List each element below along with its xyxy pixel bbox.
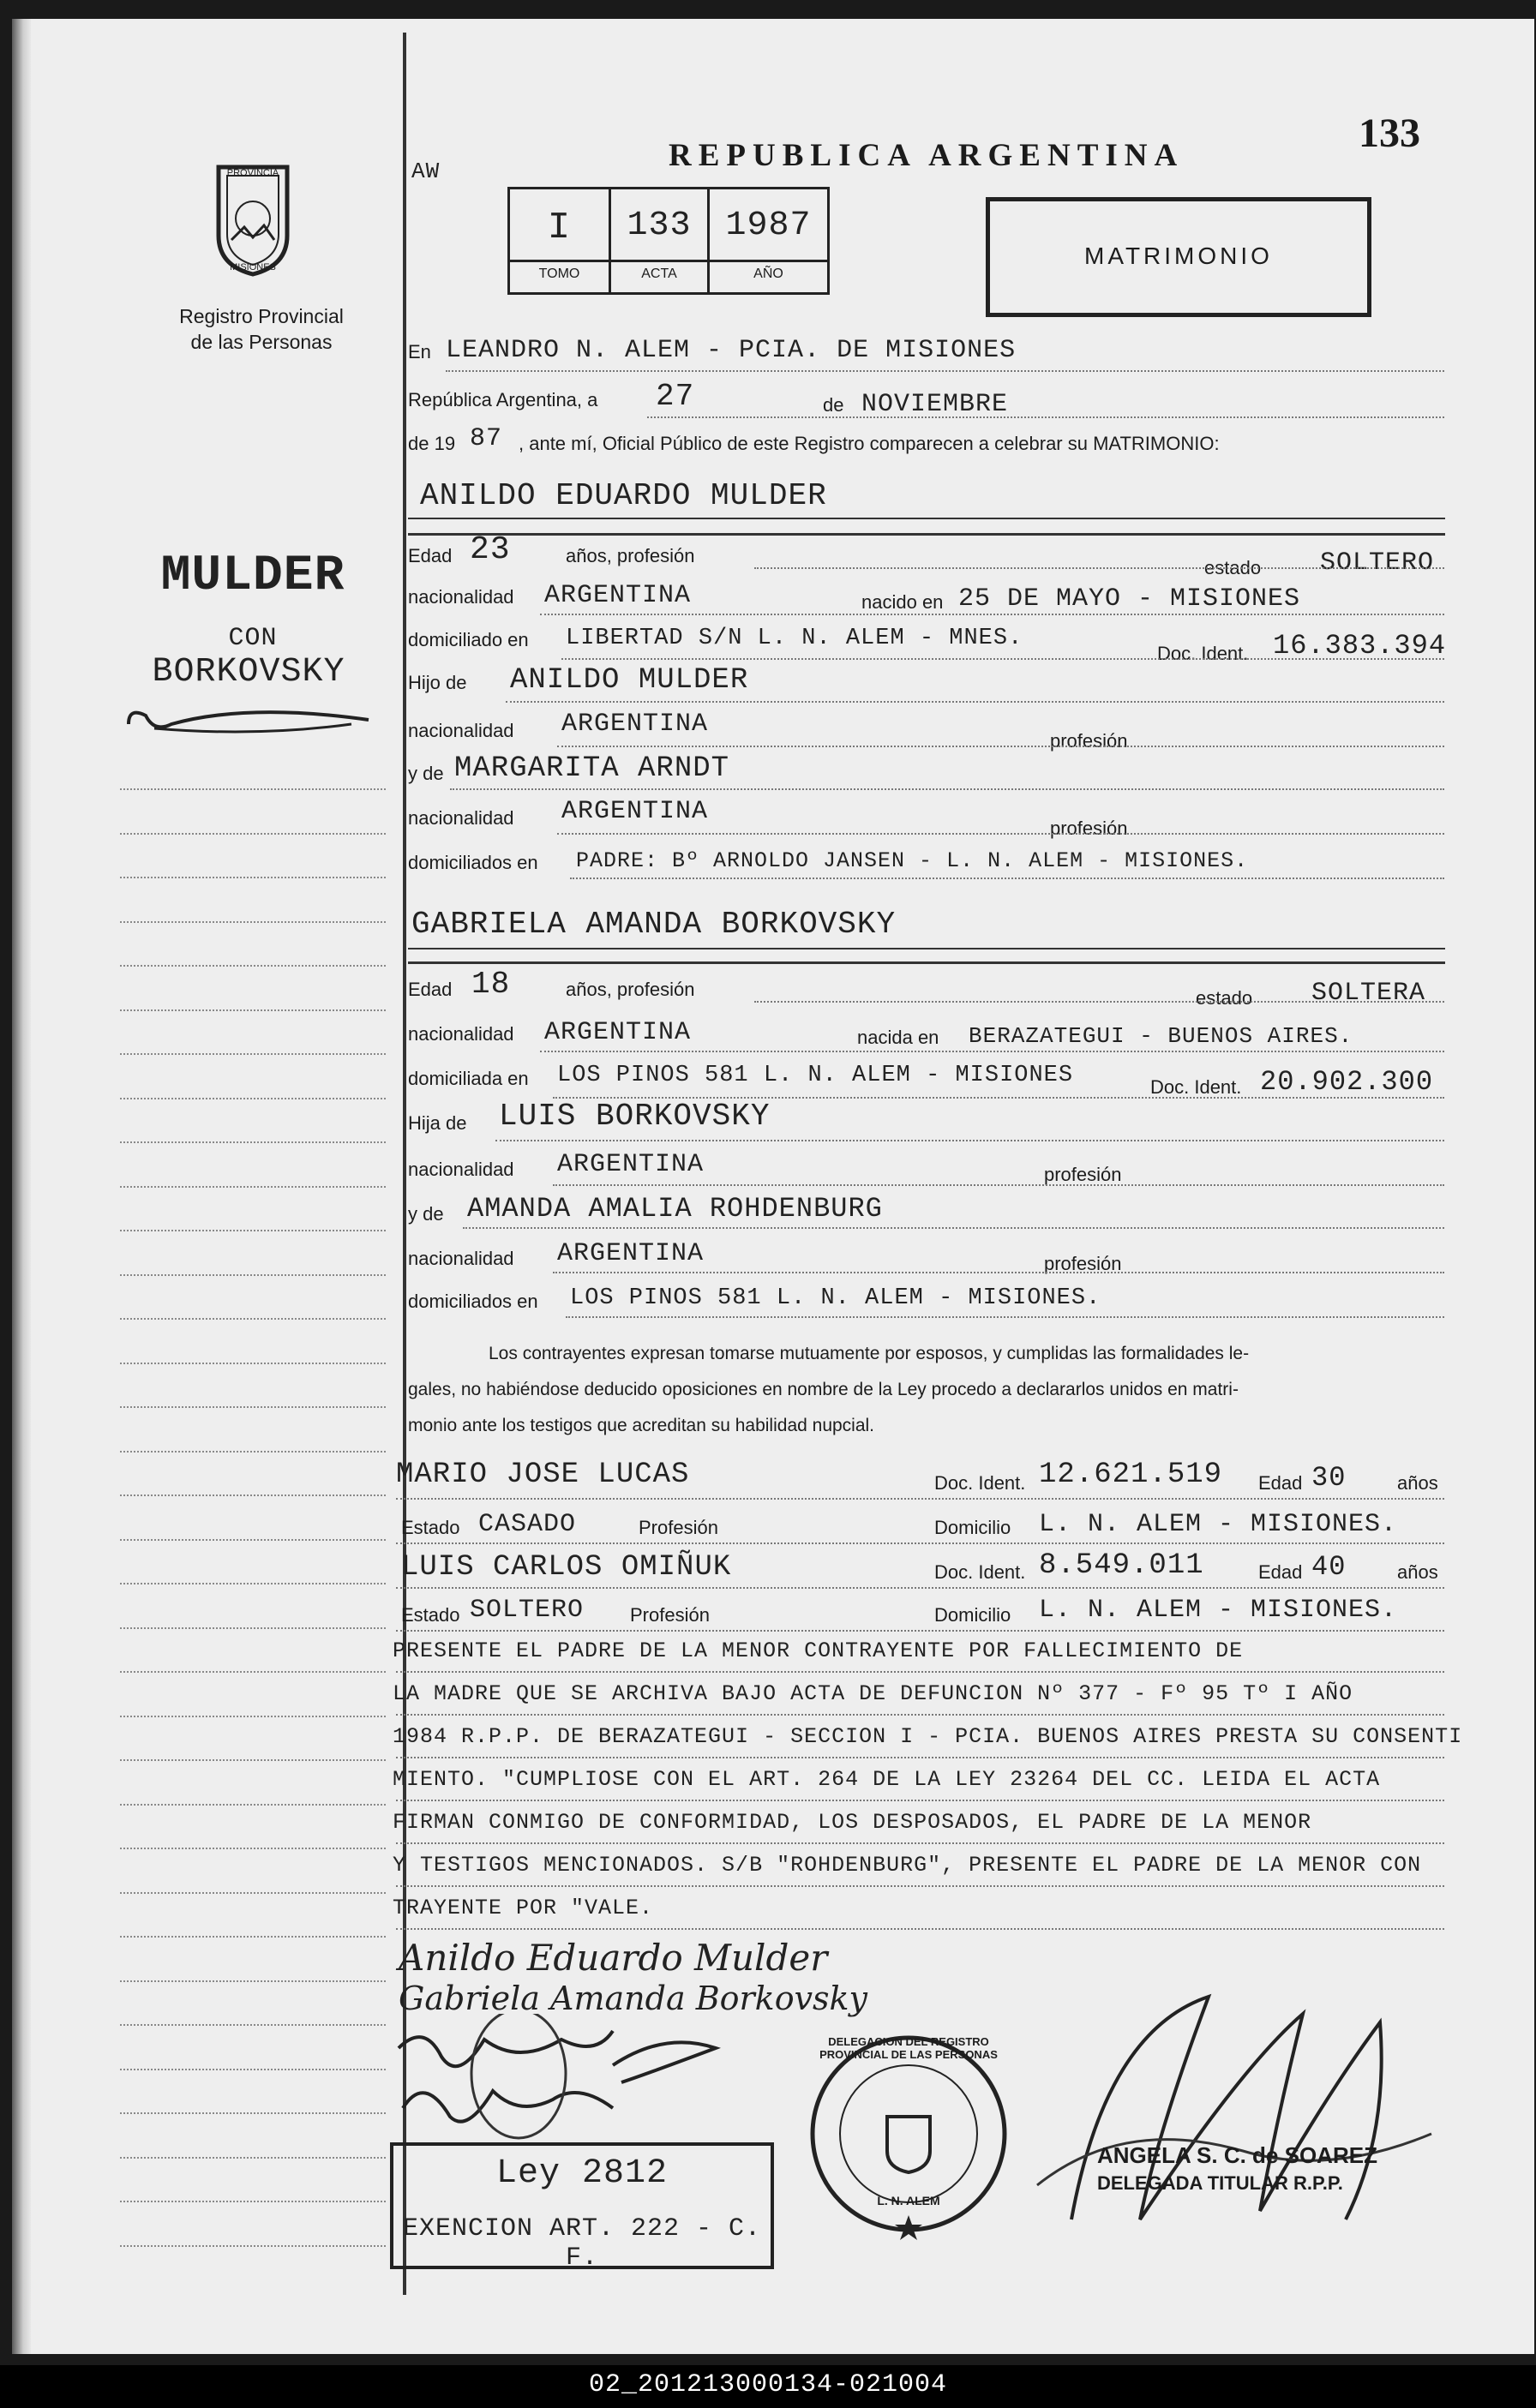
observation-line: 1984 R.P.P. DE BERAZATEGUI - SECCION I - PCIA. BUENOS AIRES PRESTA SU CONSENTI [393, 1724, 1463, 1749]
observation-rule [396, 1885, 1444, 1887]
bride-doc-label: Doc. Ident. [1150, 1076, 1242, 1098]
groom-hijo-label: Hijo de [408, 672, 467, 693]
ano-label: AÑO [753, 267, 783, 281]
acta-value: 133 [627, 207, 692, 245]
observation-rule [396, 1671, 1444, 1673]
bride-madre-nac: ARGENTINA [557, 1239, 705, 1268]
flourish-icon [120, 698, 377, 741]
observation-line: PRESENTE EL PADRE DE LA MENOR CONTRAYENTE POR FALLECIMIENTO DE [393, 1638, 1244, 1663]
groom-madre: MARGARITA ARNDT [454, 752, 730, 785]
bride-edad-label: Edad [408, 979, 453, 1000]
groom-padres-dom: PADRE: Bº ARNOLDO JANSEN - L. N. ALEM - MISIONES. [576, 848, 1249, 873]
bride-hija-label: Hija de [408, 1112, 467, 1134]
margin-rule [120, 1848, 386, 1849]
observation-line: MIENTO. "CUMPLIOSE CON EL ART. 264 DE LA LEY 23264 DEL CC. LEIDA EL ACTA [393, 1767, 1381, 1792]
groom-madre-nac-label: nacionalidad [408, 807, 514, 829]
registry-line-1: Registro Provincial [179, 305, 344, 327]
margin-rule [120, 965, 386, 967]
observation-rule [396, 1714, 1444, 1716]
bride-estado: SOLTERA [1311, 979, 1426, 1008]
bride-doc: 20.902.300 [1260, 1066, 1434, 1098]
margin-rule [120, 1363, 386, 1364]
margin-rule [120, 1716, 386, 1717]
groom-name: ANILDO EDUARDO MULDER [420, 478, 827, 513]
witness-signatures-icon [390, 2014, 759, 2142]
margin-rule [120, 1098, 386, 1099]
witness-2-doc-label: Doc. Ident. [934, 1561, 1026, 1583]
observation-rule [396, 1842, 1444, 1844]
stamp-law: Ley 2812 [495, 2154, 669, 2193]
groom-nacido: 25 DE MAYO - MISIONES [958, 584, 1301, 614]
margin-rule [120, 1141, 386, 1143]
act-type-box [986, 197, 1371, 317]
margin-rule [120, 1186, 386, 1188]
republica-label: República Argentina, a [408, 389, 598, 410]
margin-rule [120, 877, 386, 878]
observation-line: TRAYENTE POR "VALE. [393, 1896, 654, 1920]
bride-padre: LUIS BORKOVSKY [499, 1099, 771, 1134]
groom-padres-dom-label: domiciliados en [408, 852, 538, 873]
witness-2-dom-label: Domicilio [934, 1604, 1011, 1626]
margin-rule [120, 1318, 386, 1320]
bride-madre: AMANDA AMALIA ROHDENBURG [467, 1193, 883, 1225]
groom-padre-prof-label: profesión [1050, 730, 1128, 752]
country-title: REPUBLICA ARGENTINA [669, 138, 1185, 173]
seal-bottom-text: MISIONES [230, 262, 276, 273]
witness-2-name: LUIS CARLOS OMIÑUK [401, 1551, 732, 1584]
initials: AW [411, 159, 441, 184]
month: NOVIEMBRE [861, 390, 1009, 419]
officer-name: ANGELA S. C. de SOAREZ [1097, 2142, 1377, 2168]
observation-line: LA MADRE QUE SE ARCHIVA BAJO ACTA DE DEFUNCION Nº 377 - Fº 95 Tº I AÑO [393, 1681, 1353, 1706]
registry-line-2: de las Personas [190, 331, 333, 353]
bride-signature: Gabriela Amanda Borkovsky [399, 1980, 868, 2017]
margin-rule [120, 921, 386, 923]
witness-1-edad: 30 [1311, 1462, 1347, 1494]
bride-madre-prof-label: profesión [1044, 1253, 1122, 1274]
groom-padre-nac-label: nacionalidad [408, 720, 514, 741]
record-box [507, 187, 830, 295]
witness-1-doc: 12.621.519 [1039, 1459, 1223, 1491]
bride-nacida-label: nacida en [857, 1027, 939, 1048]
bride-estado-label: estado [1196, 987, 1253, 1009]
bride-nacida: BERAZATEGUI - BUENOS AIRES. [969, 1023, 1353, 1049]
margin-rule [120, 1892, 386, 1894]
page-number: 133 [1359, 111, 1420, 156]
witness-2-prof-label: Profesión [630, 1604, 710, 1626]
witness-1-estado: CASADO [478, 1510, 577, 1539]
declaration-line-2: gales, no habiéndose deducido oposiciones en nombre de la Ley procedo a declararlos unidos en matri- [408, 1380, 1239, 1399]
footer-code: 02_201213000134-021004 [588, 2370, 948, 2399]
witness-1-name: MARIO JOSE LUCAS [396, 1459, 690, 1491]
margin-rule [120, 1274, 386, 1276]
bride-padre-nac-label: nacionalidad [408, 1159, 514, 1180]
observation-rule [396, 1800, 1444, 1801]
stamp-exencion: EXENCION ART. 222 - C. F. [402, 2214, 762, 2273]
intro-text: , ante mí, Oficial Público de este Registro comparecen a celebrar su MATRIMONIO: [519, 433, 1220, 454]
groom-padre: ANILDO MULDER [510, 664, 749, 697]
observation-line: Y TESTIGOS MENCIONADOS. S/B "ROHDENBURG", PRESENTE EL PADRE DE LA MENOR CON [393, 1853, 1422, 1878]
bride-nacionalidad: ARGENTINA [544, 1018, 692, 1047]
margin-rule [120, 1936, 386, 1938]
bride-domicilio: LOS PINOS 581 L. N. ALEM - MISIONES [557, 1063, 1074, 1088]
book-binding [12, 19, 31, 2354]
day: 27 [656, 379, 695, 414]
margin-rule [120, 2024, 386, 2026]
witness-2-edad-label: Edad [1258, 1561, 1303, 1583]
margin-rule [120, 1804, 386, 1806]
margin-rule [120, 788, 386, 790]
witness-1-domicilio: L. N. ALEM - MISIONES. [1039, 1510, 1398, 1539]
witness-1-anos-label: años [1397, 1472, 1438, 1494]
margin-rule [120, 1539, 386, 1541]
groom-edad-label: Edad [408, 545, 453, 566]
bride-edad: 18 [471, 967, 511, 1002]
margin-rule [120, 1009, 386, 1011]
officer-signature-icon [1020, 1962, 1449, 2245]
groom-nacionalidad: ARGENTINA [544, 581, 692, 610]
margin-rule [120, 2112, 386, 2114]
margin-rule [120, 1980, 386, 1982]
seal-bottom-label: L. N. ALEM [877, 2194, 940, 2207]
witness-1-edad-label: Edad [1258, 1472, 1303, 1494]
groom-anos-label: años, profesión [566, 545, 695, 566]
groom-madre-prof-label: profesión [1050, 818, 1128, 839]
bride-nac-label: nacionalidad [408, 1023, 514, 1045]
margin-rule [120, 1627, 386, 1629]
margin-note-con: CON [228, 624, 278, 653]
groom-dom-label: domiciliado en [408, 629, 529, 650]
de-label: de [823, 394, 844, 416]
margin-rule [120, 1230, 386, 1231]
groom-doc-label: Doc. Ident. [1157, 643, 1249, 664]
groom-doc: 16.383.394 [1273, 630, 1447, 662]
acta-label: ACTA [641, 267, 677, 281]
witness-2-doc: 8.549.011 [1039, 1549, 1204, 1582]
tomo-value: I [547, 207, 572, 249]
witness-2-anos-label: años [1397, 1561, 1438, 1583]
declaration-line-1: Los contrayentes expresan tomarse mutuamente por esposos, y cumplidas las formalidades le- [489, 1344, 1250, 1363]
bride-madre-nac-label: nacionalidad [408, 1248, 514, 1269]
witness-2-edad: 40 [1311, 1551, 1347, 1583]
witness-1-prof-label: Profesión [639, 1517, 718, 1538]
bride-name: GABRIELA AMANDA BORKOVSKY [411, 907, 897, 942]
margin-rule [120, 833, 386, 835]
groom-domicilio: LIBERTAD S/N L. N. ALEM - MNES. [566, 626, 1023, 651]
place: LEANDRO N. ALEM - PCIA. DE MISIONES [446, 336, 1017, 365]
groom-nac-label: nacionalidad [408, 586, 514, 608]
bride-anos-label: años, profesión [566, 979, 695, 1000]
margin-rule [120, 1451, 386, 1453]
margin-note-surname-2: BORKOVSKY [152, 653, 345, 692]
witness-1-estado-label: Estado [401, 1517, 460, 1538]
margin-note-surname-1: MULDER [160, 548, 345, 604]
witness-1-doc-label: Doc. Ident. [934, 1472, 1026, 1494]
margin-rule [120, 2201, 386, 2202]
margin-rule [120, 2157, 386, 2159]
margin-rule [120, 1053, 386, 1055]
margin-rule [120, 2245, 386, 2247]
groom-padre-nac: ARGENTINA [561, 710, 709, 739]
groom-yde-label: y de [408, 763, 444, 784]
margin-rule [120, 1759, 386, 1761]
bride-dom-label: domiciliada en [408, 1068, 529, 1089]
bride-padre-nac: ARGENTINA [557, 1150, 705, 1179]
ano-value: 1987 [725, 207, 812, 245]
groom-estado-label: estado [1204, 557, 1262, 578]
declaration-line-3: monio ante los testigos que acreditan su habilidad nupcial. [408, 1416, 875, 1435]
seal-top-text: PROVINCIA [226, 168, 279, 178]
witness-1-dom-label: Domicilio [934, 1517, 1011, 1538]
witness-2-domicilio: L. N. ALEM - MISIONES. [1039, 1596, 1398, 1625]
margin-rule [120, 1495, 386, 1496]
margin-rule [120, 1671, 386, 1673]
groom-madre-nac: ARGENTINA [561, 797, 709, 826]
witness-2-estado: SOLTERO [470, 1596, 585, 1625]
groom-nacido-label: nacido en [861, 591, 944, 613]
officer-title: DELEGADA TITULAR R.P.P. [1097, 2172, 1343, 2194]
bride-padre-prof-label: profesión [1044, 1164, 1122, 1185]
groom-signature: Anildo Eduardo Mulder [399, 1937, 828, 1979]
act-type: MATRIMONIO [1084, 243, 1273, 269]
witness-2-estado-label: Estado [401, 1604, 460, 1626]
bride-yde-label: y de [408, 1203, 444, 1225]
stamp-box [390, 2142, 774, 2273]
margin-rule [120, 2069, 386, 2070]
year-prefix: de 19 [408, 433, 456, 454]
tomo-label: TOMO [538, 267, 580, 281]
observation-line: FIRMAN CONMIGO DE CONFORMIDAD, LOS DESPOSADOS, EL PADRE DE LA MENOR [393, 1810, 1312, 1835]
en-label: En [408, 341, 431, 362]
margin-rule [120, 1583, 386, 1584]
bride-padres-dom-label: domiciliados en [408, 1291, 538, 1312]
observation-rule [396, 1757, 1444, 1758]
year-suffix: 87 [470, 424, 503, 453]
seal-ring-text: DELEGACION DEL REGISTRO PROVINCIAL DE LAS PERSONAS [819, 2035, 998, 2061]
margin-rule [120, 1406, 386, 1408]
groom-edad: 23 [470, 531, 511, 568]
groom-estado: SOLTERO [1320, 548, 1435, 578]
bride-padres-dom: LOS PINOS 581 L. N. ALEM - MISIONES. [570, 1285, 1101, 1311]
observation-rule [396, 1928, 1444, 1930]
